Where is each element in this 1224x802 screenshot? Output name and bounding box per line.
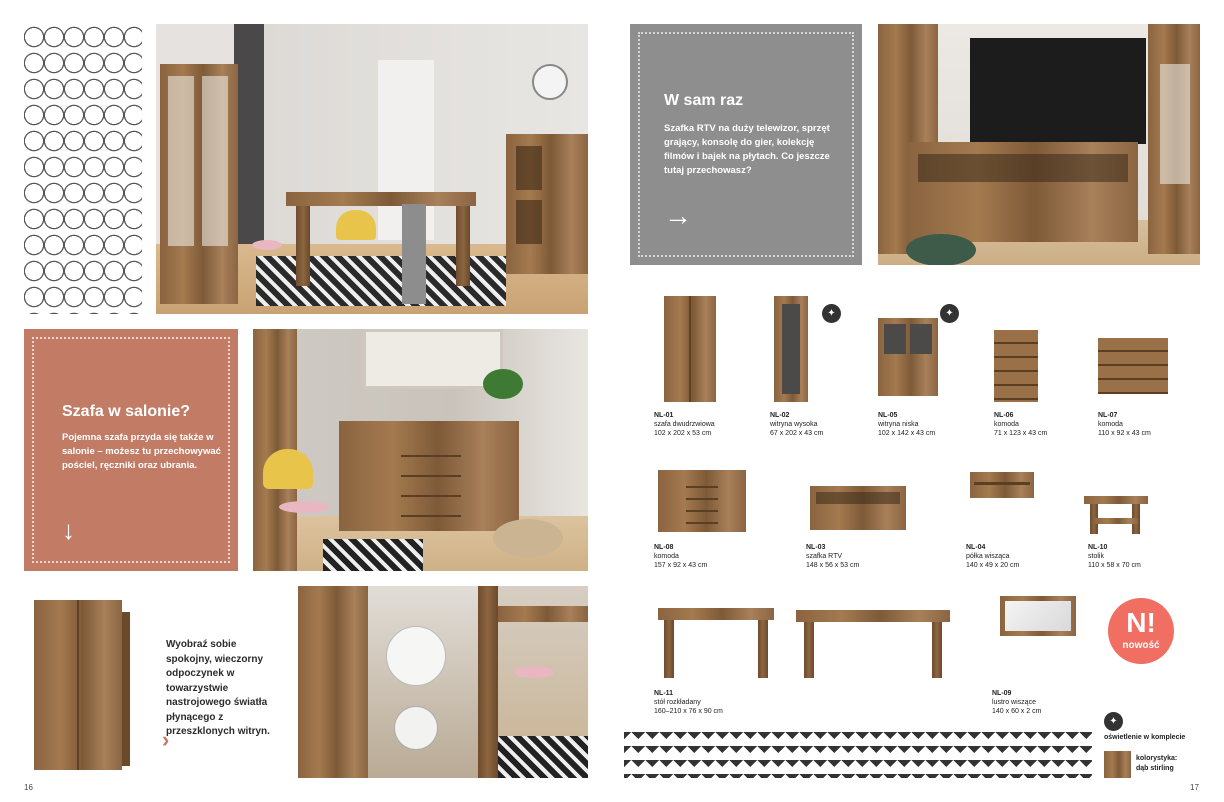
product-nl-10[interactable] [1084, 492, 1184, 570]
product-nl-03[interactable] [806, 486, 916, 570]
legend-color-label: kolorystyka: [1136, 755, 1178, 762]
product-nl-05[interactable] [878, 318, 978, 446]
product-image [970, 472, 1034, 498]
product-name: komoda [654, 553, 679, 560]
product-nl-08[interactable] [654, 470, 764, 570]
info-box-title: Szafa w salonie? [62, 403, 191, 420]
product-code: NL-03 [806, 544, 826, 551]
product-name: półka wisząca [966, 553, 1010, 560]
product-dimensions: 71 x 123 x 43 cm [994, 430, 1048, 437]
new-badge [1108, 598, 1174, 664]
description-text: Wyobraź sobie spokojny, wieczorny odpoczynek w towarzystwie nastrojowego światła płynącego z przeszklonych witryn. [166, 639, 270, 737]
product-nl-01[interactable] [654, 296, 764, 446]
product-dimensions: 140 x 49 x 20 cm [966, 562, 1020, 569]
product-image [878, 318, 938, 396]
product-image [664, 296, 716, 402]
lightbulb-icon: ✦ [822, 304, 841, 323]
product-name: witryna niska [878, 421, 919, 428]
product-name: witryna wysoka [770, 421, 818, 428]
info-box-wardrobe-in-living-room [24, 329, 238, 571]
product-image [1098, 338, 1168, 394]
product-name: stolik [1088, 553, 1104, 560]
product-name: komoda [994, 421, 1019, 428]
photo-wardrobe [34, 600, 122, 770]
product-code: NL-02 [770, 412, 790, 419]
product-code: NL-07 [1098, 412, 1118, 419]
photo-tv-unit [878, 24, 1200, 265]
product-image [654, 604, 954, 682]
product-dimensions: 102 x 202 x 53 cm [654, 430, 712, 437]
page-number-left: 16 [24, 783, 33, 792]
wardrobe-side [122, 612, 130, 766]
product-code: NL-11 [654, 690, 674, 697]
product-image [994, 330, 1038, 402]
product-nl-06[interactable] [994, 330, 1084, 446]
product-code: NL-08 [654, 544, 674, 551]
product-name: szafka RTV [806, 553, 843, 560]
info-box-text: Pojemna szafa przyda się także w salonie – możesz tu przechowywać pościel, ręczniki oraz ubrania. [62, 432, 221, 471]
product-nl-04[interactable] [966, 472, 1066, 570]
product-code: NL-04 [966, 544, 986, 551]
product-dimensions: 140 x 60 x 2 cm [992, 708, 1042, 715]
product-dimensions: 102 x 142 x 43 cm [878, 430, 936, 437]
product-name: stół rozkładany [654, 699, 701, 706]
product-nl-07[interactable] [1098, 338, 1198, 446]
legend-color-name: dąb stirling [1136, 765, 1174, 772]
product-code: NL-10 [1088, 544, 1108, 551]
info-box-just-right [630, 24, 862, 265]
product-image [658, 470, 746, 532]
product-image [774, 296, 808, 402]
product-dimensions: 148 x 56 x 53 cm [806, 562, 860, 569]
lightbulb-icon: ✦ [940, 304, 959, 323]
decorative-zigzag-pattern [624, 732, 1092, 778]
legend-lighting-label: oświetlenie w komplecie [1104, 734, 1186, 741]
chevron-right-icon[interactable]: › [162, 727, 170, 752]
product-code: NL-06 [994, 412, 1014, 419]
product-dimensions: 110 x 92 x 43 cm [1098, 430, 1151, 437]
photo-sideboard [253, 329, 588, 571]
badge-label: nowość [1122, 640, 1160, 651]
product-image [1000, 596, 1076, 636]
photo-dining-room [156, 24, 588, 314]
product-image [1084, 492, 1148, 536]
product-code: NL-01 [654, 412, 674, 419]
product-nl-11[interactable] [654, 604, 954, 716]
color-swatch-oak [1104, 751, 1131, 778]
arrow-down-icon[interactable]: ↓ [62, 515, 75, 545]
decorative-lattice-pattern [24, 24, 142, 314]
product-code: NL-09 [992, 690, 1012, 697]
product-code: NL-05 [878, 412, 898, 419]
product-nl-02[interactable] [770, 296, 870, 446]
product-dimensions: 67 x 202 x 43 cm [770, 430, 824, 437]
product-dimensions: 160–210 x 76 x 90 cm [654, 708, 723, 715]
badge-mark: N! [1126, 607, 1156, 638]
product-name: komoda [1098, 421, 1123, 428]
info-box-text: Szafka RTV na duży telewizor, sprzęt grający, konsolę do gier, kolekcję filmów i bajek na płytach. Co jeszcze tutaj przechowasz? [664, 123, 830, 176]
product-name: szafa dwudrzwiowa [654, 421, 715, 428]
arrow-right-icon[interactable]: → [664, 200, 692, 231]
product-dimensions: 157 x 92 x 43 cm [654, 562, 708, 569]
product-name: lustro wiszące [992, 699, 1036, 706]
page-number-right: 17 [1190, 783, 1199, 792]
product-nl-09[interactable] [992, 596, 1092, 716]
product-dimensions: 110 x 58 x 70 cm [1088, 562, 1141, 569]
lightbulb-icon: ✦ [1104, 712, 1123, 731]
photo-display-cabinet-detail [298, 586, 588, 778]
product-image [810, 486, 906, 530]
info-box-title: W sam raz [664, 92, 744, 109]
